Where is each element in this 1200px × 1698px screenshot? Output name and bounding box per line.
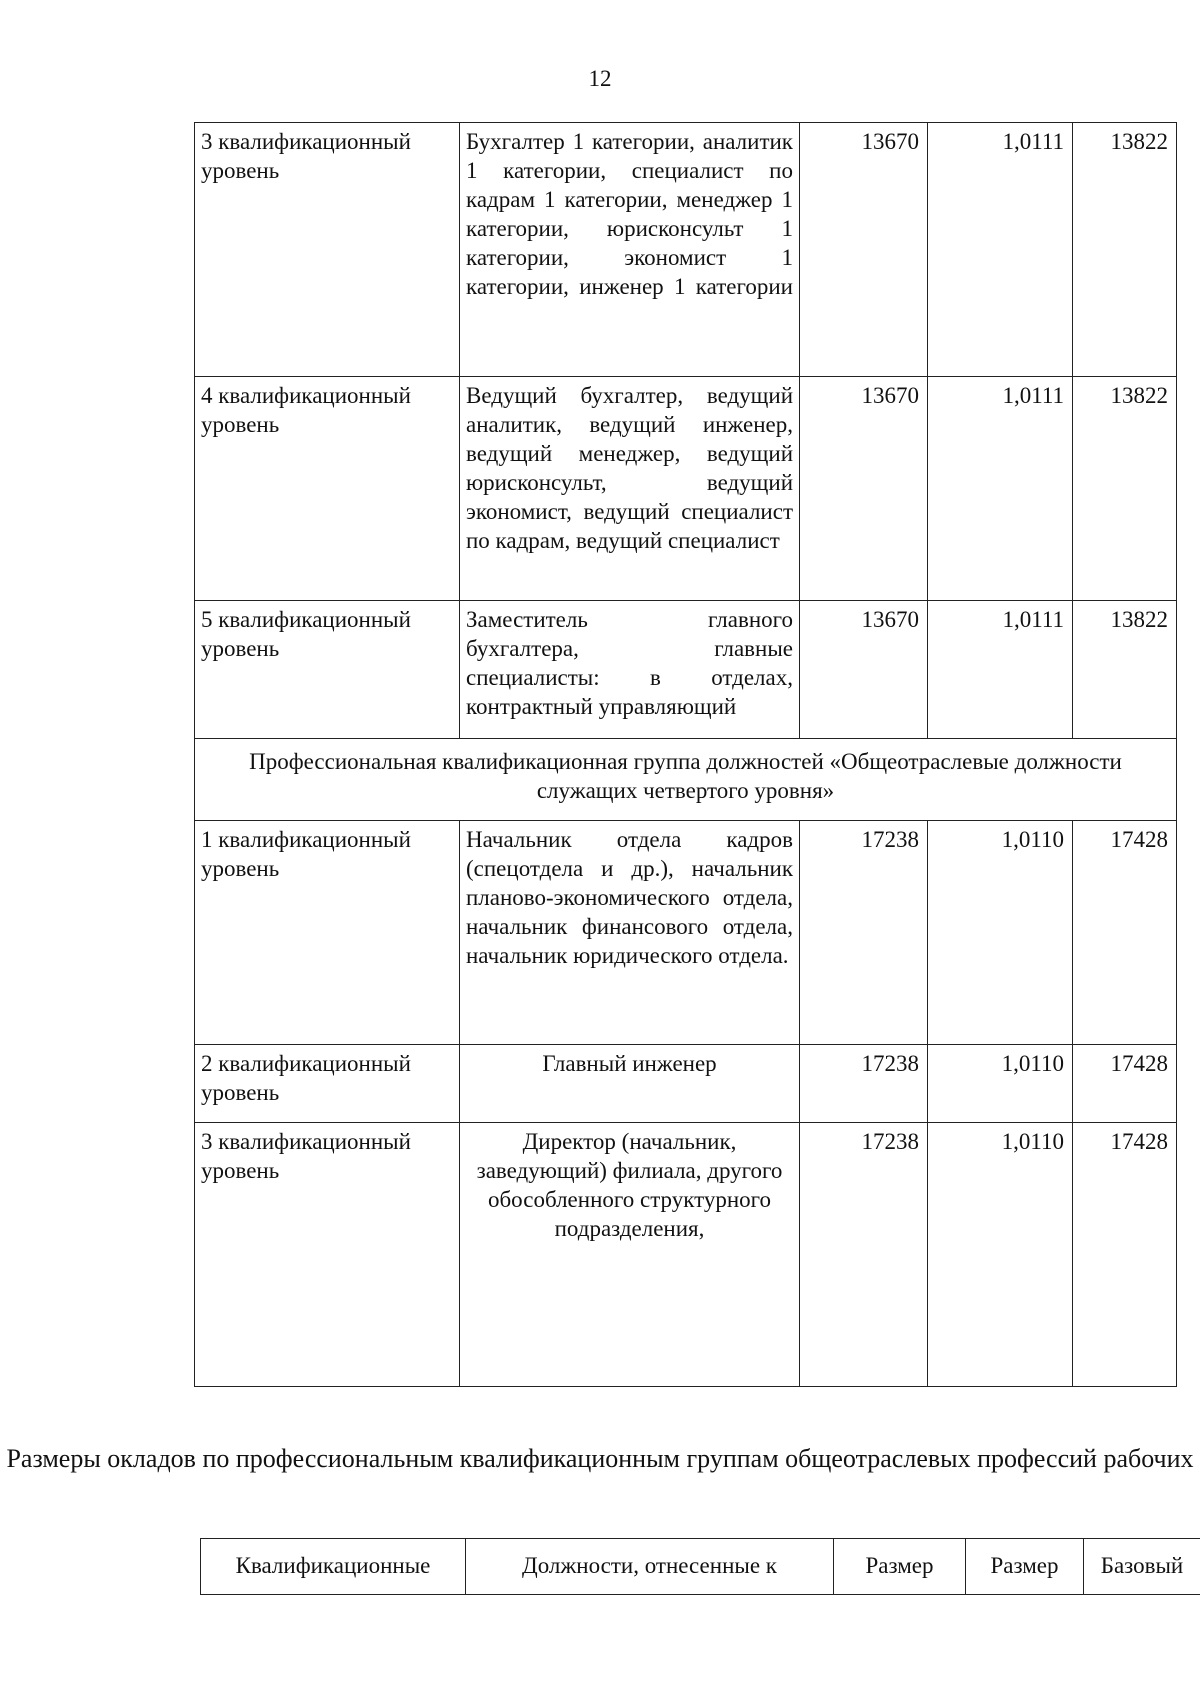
group-heading-row: [195, 739, 1177, 821]
base-salary-cell: 13822: [1073, 601, 1177, 739]
positions-cell: Бухгалтер 1 категории, аналитик 1 категории, специалист по кадрам 1 категории, менеджер 1 категории, юрисконсульт 1 категории, экономист 1 категории, инженер 1 категории: [460, 123, 800, 377]
size-cell: 13670: [800, 377, 928, 601]
column-header: Базовый: [1084, 1539, 1200, 1595]
table-row: [195, 1123, 1177, 1387]
positions-cell: Главный инженер: [460, 1045, 800, 1123]
positions-cell: Начальник отдела кадров (спецотдела и др.), начальник планово-экономического отдела, начальник финансового отдела, начальник юридического отдела.: [460, 821, 800, 1045]
coefficient-cell: 1,0110: [928, 1045, 1073, 1123]
size-cell: 13670: [800, 601, 928, 739]
base-salary-cell: 13822: [1073, 123, 1177, 377]
coefficient-cell: 1,0110: [928, 821, 1073, 1045]
level-cell: 3 квалификационный уровень: [195, 123, 460, 377]
table-header-row: [201, 1539, 1200, 1595]
base-salary-cell: 17428: [1073, 1045, 1177, 1123]
group-heading: Профессиональная квалификационная группа должностей «Общеотраслевые должности служащих четвертого уровня»: [195, 739, 1177, 821]
column-header: Должности, отнесенные к: [466, 1539, 834, 1595]
positions-cell: Ведущий бухгалтер, ведущий аналитик, ведущий инженер, ведущий менеджер, ведущий юрисконсульт, ведущий экономист, ведущий специалист по кадрам, ведущий специалист: [460, 377, 800, 601]
size-cell: 17238: [800, 1123, 928, 1387]
coefficient-cell: 1,0110: [928, 1123, 1073, 1387]
size-cell: 13670: [800, 123, 928, 377]
size-cell: 17238: [800, 1045, 928, 1123]
table-row: [195, 601, 1177, 739]
level-cell: 4 квалификационный уровень: [195, 377, 460, 601]
base-salary-cell: 17428: [1073, 821, 1177, 1045]
table-row: [195, 1045, 1177, 1123]
column-header: Квалификационные: [201, 1539, 466, 1595]
level-cell: 5 квалификационный уровень: [195, 601, 460, 739]
level-cell: 3 квалификационный уровень: [195, 1123, 460, 1387]
page-number: 12: [588, 66, 612, 91]
section-title: Размеры окладов по профессиональным квалификационным группам общеотраслевых профессий рабочих: [6, 1444, 1194, 1473]
positions-cell: Директор (начальник, заведующий) филиала, другого обособленного структурного подразделения,: [460, 1123, 800, 1387]
coefficient-cell: 1,0111: [928, 377, 1073, 601]
salary-table-upper: [194, 122, 1177, 1387]
salary-table-lower: [200, 1538, 1200, 1595]
column-header: Размер: [834, 1539, 966, 1595]
table-row: [195, 377, 1177, 601]
coefficient-cell: 1,0111: [928, 123, 1073, 377]
table-row: [195, 821, 1177, 1045]
size-cell: 17238: [800, 821, 928, 1045]
base-salary-cell: 17428: [1073, 1123, 1177, 1387]
positions-cell: Заместитель главного бухгалтера, главные специалисты: в отделах, контрактный управляющий: [460, 601, 800, 739]
base-salary-cell: 13822: [1073, 377, 1177, 601]
level-cell: 2 квалификационный уровень: [195, 1045, 460, 1123]
column-header: Размер: [966, 1539, 1084, 1595]
table-row: [195, 123, 1177, 377]
level-cell: 1 квалификационный уровень: [195, 821, 460, 1045]
coefficient-cell: 1,0111: [928, 601, 1073, 739]
